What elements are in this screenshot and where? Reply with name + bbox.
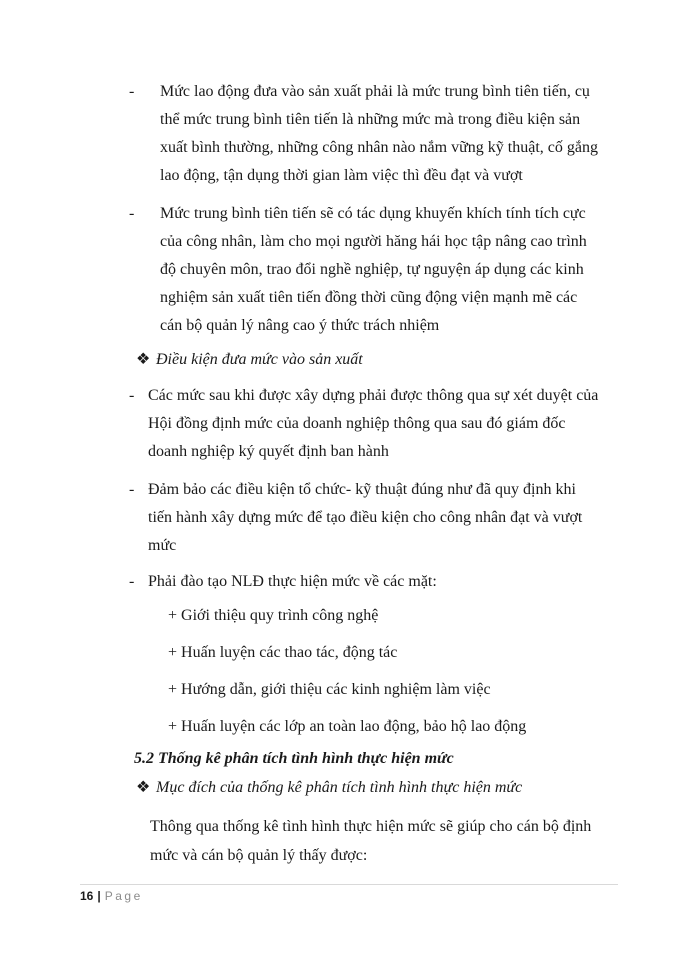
diamond-bullet-icon: ❖ (136, 779, 151, 796)
text-line: lao động, tận dụng thời gian làm việc thì đều đạt và vượt (160, 167, 523, 184)
text-line: cán bộ quản lý nâng cao ý thức trách nhiệm (160, 317, 440, 334)
text-line: mức và cán bộ quản lý thấy được: (150, 847, 368, 864)
text-line: Thông qua thống kê tình hình thực hiện mức sẽ giúp cho cán bộ định (150, 818, 592, 835)
sub-list-item: + Hướng dẫn, giới thiệu các kinh nghiệm làm việc (168, 681, 491, 698)
diamond-bullet-icon: ❖ (136, 351, 151, 368)
list-bullet-dash: - (129, 83, 135, 100)
footer-divider (80, 884, 618, 885)
subheading-conditions (136, 350, 363, 370)
subheading-text: Mục đích của thống kê phân tích tình hình thực hiện mức (156, 779, 523, 796)
text-line: Đảm bảo các điều kiện tổ chức- kỹ thuật đúng như đã quy định khi (148, 481, 576, 498)
text-line: Mức trung bình tiên tiến sẽ có tác dụng khuyến khích tính tích cực (160, 205, 586, 222)
text-line: thể mức trung bình tiên tiến là những mức mà trong điều kiện sản (160, 111, 581, 128)
text-line: mức (148, 537, 177, 554)
plus-bullet: + (168, 681, 178, 698)
text-line: Phải đào tạo NLĐ thực hiện mức về các mặt: (148, 573, 437, 590)
plus-bullet: + (168, 718, 178, 735)
text-line: tiến hành xây dựng mức để tạo điều kiện cho công nhân đạt và vượt (148, 509, 583, 526)
sub-list-item: + Huấn luyện các thao tác, động tác (168, 644, 398, 661)
text-line: độ chuyên môn, trao đổi nghề nghiệp, tự nguyện áp dụng các kinh (160, 261, 584, 278)
list-bullet-dash: - (129, 205, 135, 222)
sub-list-item: + Giới thiệu quy trình công nghệ (168, 607, 379, 624)
text-line: nghiệm sản xuất tiên tiến đồng thời cũng động viện mạnh mẽ các (160, 289, 578, 306)
text-line: Mức lao động đưa vào sản xuất phải là mức trung bình tiên tiến, cụ (160, 83, 590, 100)
footer-separator: | (97, 889, 101, 903)
page-number: 16 (80, 889, 94, 903)
sub-list-item: + Huấn luyện các lớp an toàn lao động, bảo hộ lao động (168, 718, 527, 735)
page-label: Page (104, 889, 143, 903)
list-bullet-dash: - (129, 573, 135, 590)
plus-bullet: + (168, 644, 178, 661)
page-footer (80, 888, 143, 904)
subheading-text: Điều kiện đưa mức vào sản xuất (156, 351, 363, 368)
list-bullet-dash: - (129, 387, 135, 404)
subheading-purpose (136, 778, 522, 798)
text-line: xuất bình thường, những công nhân nào nắm vững kỹ thuật, cố gắng (160, 139, 598, 156)
plus-bullet: + (168, 607, 178, 624)
text-line: của công nhân, làm cho mọi người hăng hái học tập nâng cao trình (160, 233, 587, 250)
section-title: 5.2 Thống kê phân tích tình hình thực hiện mức (134, 750, 454, 767)
text-line: Các mức sau khi được xây dựng phải được thông qua sự xét duyệt của (148, 387, 599, 404)
text-line: doanh nghiệp ký quyết định ban hành (148, 443, 389, 460)
list-bullet-dash: - (129, 481, 135, 498)
text-line: Hội đồng định mức của doanh nghiệp thông qua sau đó giám đốc (148, 415, 566, 432)
